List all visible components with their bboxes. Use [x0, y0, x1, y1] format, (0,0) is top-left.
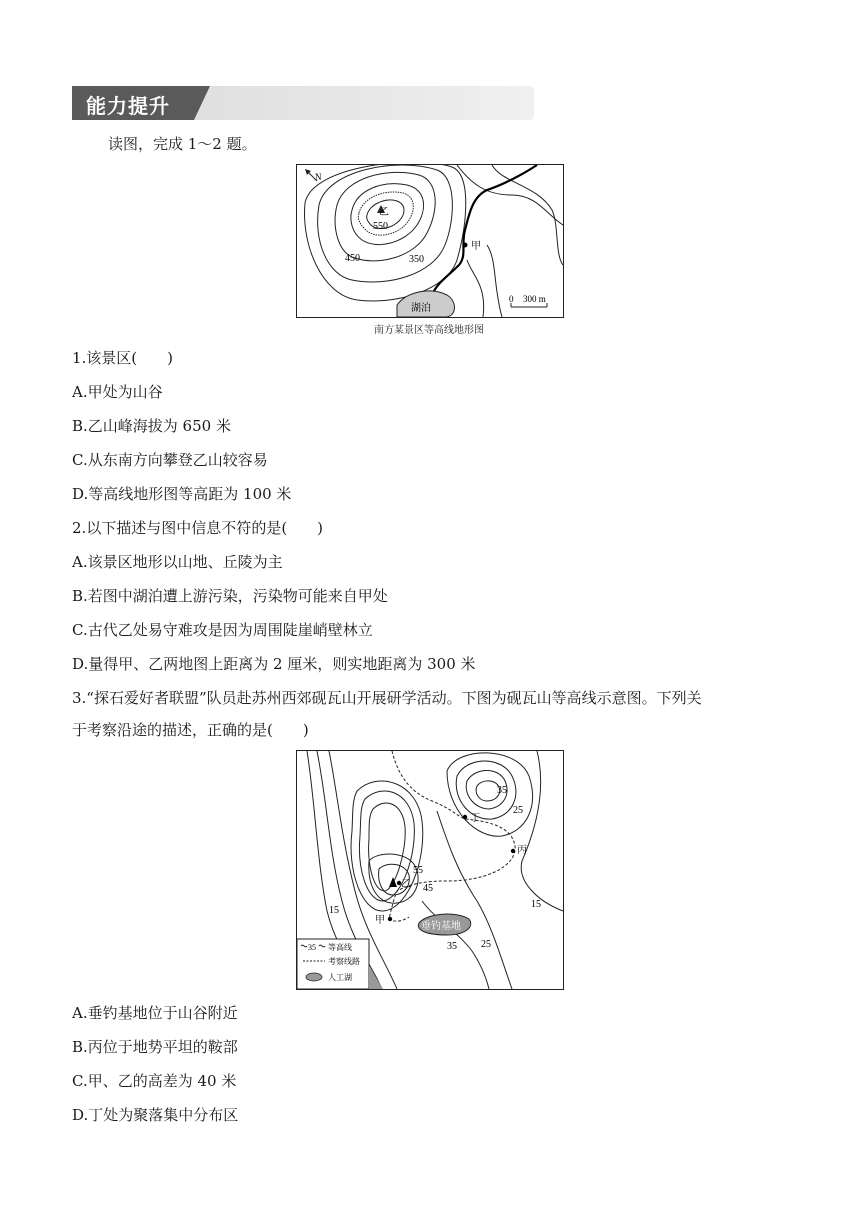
q2-option-a: A.该景区地形以山地、丘陵为主	[72, 553, 283, 571]
fig2-label-fishing-base: 垂钓基地	[421, 921, 461, 932]
q2-stem: 2.以下描述与图中信息不符的是( )	[72, 519, 324, 537]
fig2-label-15-east: 15	[531, 899, 541, 910]
scale-length-label: 300 m	[523, 294, 546, 304]
fig2-label-55: 55	[413, 865, 423, 876]
figure1-caption: 南方某景区等高线地形图	[374, 325, 484, 336]
scale-zero-label: 0	[509, 294, 514, 304]
fig2-label-25-north: 25	[513, 805, 523, 816]
legend-contour-value: 35	[308, 943, 316, 952]
north-label: N	[315, 172, 322, 182]
peak-yi-label: 乙	[379, 207, 389, 218]
contour-350-label: 350	[409, 254, 424, 265]
fig2-label-45: 45	[423, 883, 433, 894]
legend-lake-label: 人工湖	[328, 973, 352, 982]
q3-option-d: D.丁处为聚落集中分布区	[72, 1106, 239, 1124]
q3-option-c: C.甲、乙的高差为 40 米	[72, 1072, 237, 1090]
fig2-legend	[297, 939, 383, 989]
fig2-label-jia: 甲	[375, 915, 385, 926]
fig2-label-bing: 丙	[517, 845, 527, 856]
section-banner	[72, 86, 534, 120]
fig2-label-35-north: 35	[497, 785, 507, 796]
q3-stem-line1: 3.“探石爱好者联盟”队员赴苏州西郊砚瓦山开展研学活动。下图为砚瓦山等高线示意图。下列关	[72, 689, 702, 707]
q2-option-d: D.量得甲、乙两地图上距离为 2 厘米，则实地距离为 300 米	[72, 655, 476, 673]
q1-option-a: A.甲处为山谷	[72, 383, 163, 401]
fig2-label-yi: 乙	[401, 879, 411, 890]
intro-text: 读图，完成 1～2 题。	[108, 135, 257, 153]
contour-450-label: 450	[345, 253, 360, 264]
q1-option-d: D.等高线地形图等高距为 100 米	[72, 485, 292, 503]
q1-option-c: C.从东南方向攀登乙山较容易	[72, 451, 268, 469]
q3-option-b: B.丙位于地势平坦的鞍部	[72, 1038, 238, 1056]
fig2-label-15-west: 15	[329, 905, 339, 916]
section-title: 能力提升	[86, 94, 170, 118]
fig2-label-ding: 丁	[470, 813, 480, 824]
jia-label: 甲	[471, 241, 481, 252]
figure2-contour-map	[296, 750, 564, 990]
figure1-contour-map	[296, 164, 564, 318]
q2-option-b: B.若图中湖泊遭上游污染，污染物可能来自甲处	[72, 587, 388, 605]
legend-route-label: 考察线路	[328, 957, 360, 966]
q3-option-a: A.垂钓基地位于山谷附近	[72, 1004, 238, 1022]
legend-contour-label: 等高线	[328, 943, 352, 952]
contour-550-label: 550	[373, 221, 388, 232]
q2-option-c: C.古代乙处易守难攻是因为周围陡崖峭壁林立	[72, 621, 373, 639]
fig2-label-25-south: 25	[481, 939, 491, 950]
lake-label: 湖泊	[411, 303, 431, 314]
fig2-label-35-south: 35	[447, 941, 457, 952]
q1-option-b: B.乙山峰海拔为 650 米	[72, 417, 231, 435]
q1-stem: 1.该景区( )	[72, 349, 174, 367]
q3-stem-line2: 于考察沿途的描述，正确的是( )	[72, 721, 309, 739]
